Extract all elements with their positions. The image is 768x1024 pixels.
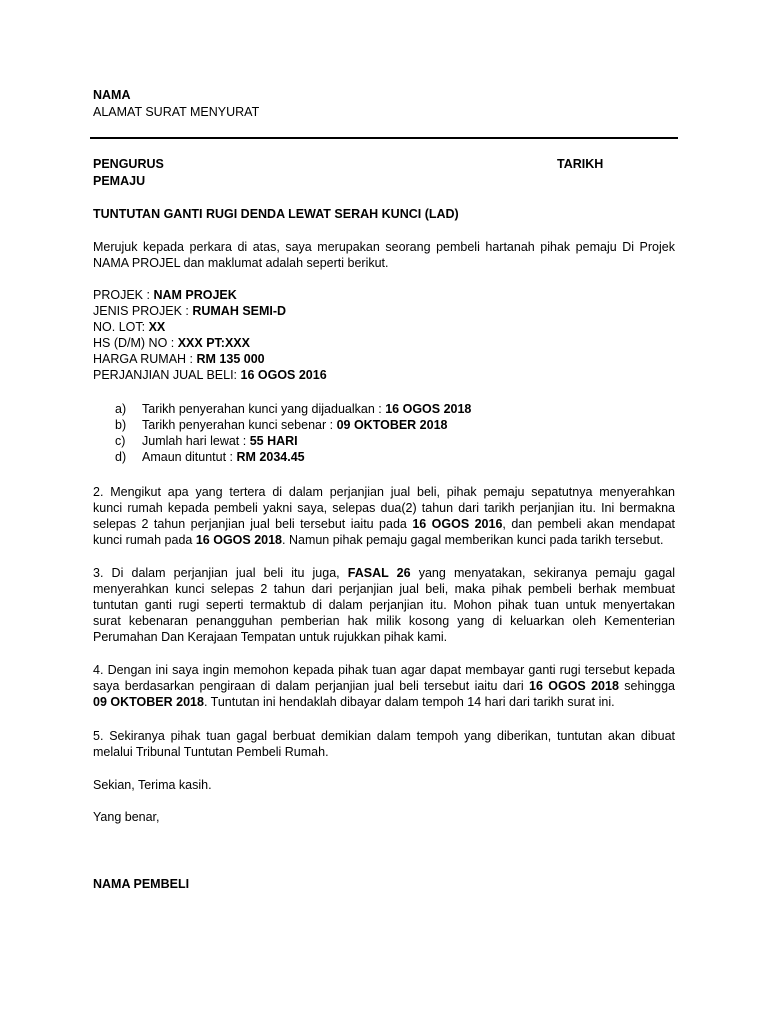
paragraph-line: kunci rumah kepada pembeli yakni saya, selepas dua(2) tahun dari tarikh perjanjian itu. Ini bermakna <box>93 501 675 515</box>
list-item <box>115 417 675 433</box>
date-emphasis: 09 OKTOBER 2018 <box>93 695 204 709</box>
detail-row <box>93 287 675 303</box>
project-details <box>93 287 675 383</box>
detail-row <box>93 303 675 319</box>
paragraph-text: yang menyatakan, sekiranya pemaju gagal <box>410 566 676 580</box>
intro-line: Merujuk kepada perkara di atas, saya merupakan seorang pembeli hartanah pihak pemaju Di Projek <box>93 240 675 254</box>
paragraph-5 <box>93 728 675 760</box>
header-divider <box>90 137 678 139</box>
paragraph-line <box>93 516 675 532</box>
date-label: TARIKH <box>557 157 604 171</box>
detail-label: HS (D/M) NO : <box>93 336 178 350</box>
paragraph-line: 5. Sekiranya pihak tuan gagal berbuat demikian dalam tempoh yang diberikan, tuntutan akan dibuat <box>93 729 675 743</box>
intro-line: NAMA PROJEL dan maklumat adalah seperti berikut. <box>93 256 389 270</box>
paragraph-line: surat kebenaran penangguhan pemberian hak milik kosong yang di keluarkan oleh Kementerian <box>93 614 675 628</box>
detail-value: XX <box>148 320 166 334</box>
list-item <box>115 449 675 465</box>
detail-value: XXX PT:XXX <box>177 336 250 350</box>
paragraph-text: kunci rumah pada <box>93 533 196 547</box>
detail-row <box>93 351 675 367</box>
paragraph-line <box>93 678 675 694</box>
paragraph-text: 3. Di dalam perjanjian jual beli itu juga, <box>93 566 348 580</box>
paragraph-line <box>93 565 675 581</box>
detail-label: PROJEK : <box>93 288 154 302</box>
item-value: 09 OKTOBER 2018 <box>336 418 448 432</box>
item-text: Amaun dituntut : <box>142 450 237 464</box>
recipient-line-2: PEMAJU <box>93 174 146 188</box>
paragraph-text: , dan pembeli akan mendapat <box>502 517 675 531</box>
item-marker: b) <box>115 418 127 432</box>
paragraph-line: tuntutan ganti rugi seperti termaktub di dalam perjanjian itu. Mohon pihak tuan untuk menyertakan <box>93 598 675 612</box>
date-emphasis: 16 OGOS 2016 <box>412 517 503 531</box>
paragraph-line: 2. Mengikut apa yang tertera di dalam perjanjian jual beli, pihak pemaju sepatutnya menyerahkan <box>93 485 675 499</box>
intro-paragraph <box>93 239 675 271</box>
paragraph-2 <box>93 484 675 548</box>
sender-name: NAMA <box>93 88 131 102</box>
item-value: RM 2034.45 <box>236 450 305 464</box>
claim-items-list <box>115 401 675 465</box>
paragraph-line: menyerahkan kunci selepas 2 tahun dari perjanjian jual beli, maka pihak pembeli berhak membuat <box>93 582 675 596</box>
sender-address: ALAMAT SURAT MENYURAT <box>93 105 260 119</box>
subject-line: TUNTUTAN GANTI RUGI DENDA LEWAT SERAH KUNCI (LAD) <box>93 207 459 221</box>
detail-label: HARGA RUMAH : <box>93 352 197 366</box>
detail-value: RUMAH SEMI-D <box>192 304 287 318</box>
paragraph-line <box>93 532 675 548</box>
detail-value: NAM PROJEK <box>153 288 237 302</box>
closing-text: Sekian, Terima kasih. <box>93 778 212 792</box>
date-emphasis: 16 OGOS 2018 <box>529 679 619 693</box>
paragraph-text: sehingga <box>618 679 675 693</box>
paragraph-text: . Tuntutan ini hendaklah dibayar dalam tempoh 14 hari dari tarikh surat ini. <box>203 695 615 709</box>
paragraph-line <box>93 694 675 710</box>
item-marker: c) <box>115 434 126 448</box>
date-emphasis: 16 OGOS 2018 <box>195 533 283 547</box>
detail-row <box>93 367 675 383</box>
paragraph-line: 4. Dengan ini saya ingin memohon kepada pihak tuan agar dapat membayar ganti rugi tersebut kepada <box>93 663 675 677</box>
signature-name: NAMA PEMBELI <box>93 877 190 891</box>
detail-label: NO. LOT: <box>93 320 149 334</box>
detail-label: PERJANJIAN JUAL BELI: <box>93 368 241 382</box>
paragraph-line: melalui Tribunal Tuntutan Pembeli Rumah. <box>93 745 329 759</box>
paragraph-text: selepas 2 tahun perjanjian jual beli tersebut iaitu pada <box>93 517 413 531</box>
item-text: Jumlah hari lewat : <box>142 434 250 448</box>
paragraph-text: . Namun pihak pemaju gagal memberikan kunci pada tarikh tersebut. <box>282 533 664 547</box>
detail-row <box>93 319 675 335</box>
item-value: 16 OGOS 2018 <box>385 402 472 416</box>
paragraph-text: saya berdasarkan pengiraan di dalam perjanjian jual beli tersebut iaitu dari <box>93 679 530 693</box>
detail-value: 16 OGOS 2016 <box>240 368 327 382</box>
detail-label: JENIS PROJEK : <box>93 304 193 318</box>
clause-emphasis: FASAL 26 <box>347 566 411 580</box>
recipient-line-1: PENGURUS <box>93 157 164 171</box>
paragraph-4 <box>93 662 675 710</box>
paragraph-3 <box>93 565 675 645</box>
detail-value: RM 135 000 <box>196 352 265 366</box>
salutation-text: Yang benar, <box>93 810 160 824</box>
item-marker: d) <box>115 450 127 464</box>
paragraph-line: Perumahan Dan Kerajaan Tempatan untuk rujukkan pihak kami. <box>93 630 448 644</box>
detail-row <box>93 335 675 351</box>
item-marker: a) <box>115 402 127 416</box>
list-item <box>115 401 675 417</box>
item-text: Tarikh penyerahan kunci sebenar : <box>142 418 337 432</box>
list-item <box>115 433 675 449</box>
item-value: 55 HARI <box>249 434 298 448</box>
item-text: Tarikh penyerahan kunci yang dijadualkan : <box>142 402 386 416</box>
